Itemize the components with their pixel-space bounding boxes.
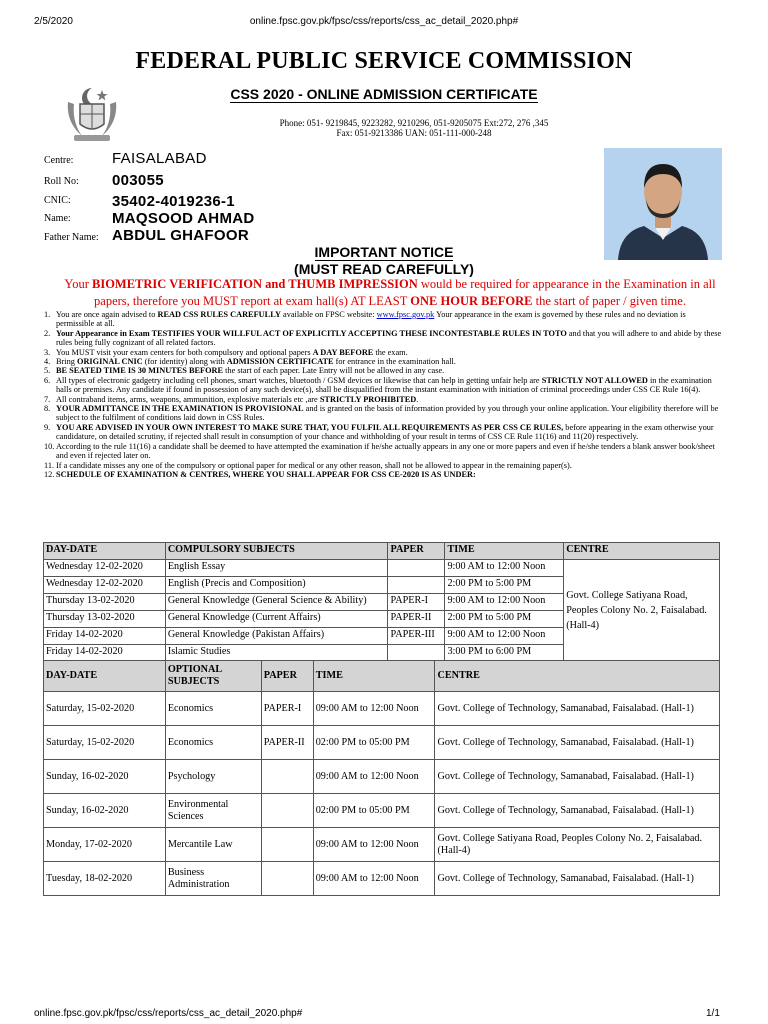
cell-paper bbox=[388, 560, 445, 577]
biometric-text-d: ONE HOUR BEFORE bbox=[410, 294, 533, 308]
cell-subject: Economics bbox=[165, 692, 261, 726]
rule-number: 12. bbox=[44, 469, 55, 479]
cell-centre: Govt. College of Technology, Samanabad, Faisalabad. (Hall-1) bbox=[435, 726, 720, 760]
roll-label: Roll No: bbox=[44, 176, 79, 187]
cell-date: Wednesday 12-02-2020 bbox=[44, 560, 166, 577]
notice-subheading: (MUST READ CAREFULLY) bbox=[294, 261, 474, 277]
cell-time: 02:00 PM to 05:00 PM bbox=[313, 794, 435, 828]
rule-text: You are once again advised to bbox=[56, 310, 158, 319]
header-subjects: COMPULSORY SUBJECTS bbox=[165, 543, 388, 560]
name-value: MAQSOOD AHMAD bbox=[112, 210, 255, 227]
rule-number: 9. bbox=[44, 422, 51, 432]
phone-numbers: Phone: 051- 9219845, 9223282, 9210296, 051-9205075 Ext:272, 276 ,345 bbox=[279, 118, 549, 128]
cell-date: Thursday 13-02-2020 bbox=[44, 594, 166, 611]
cell-centre: Govt. College of Technology, Samanabad, Faisalabad. (Hall-1) bbox=[435, 760, 720, 794]
cell-paper: PAPER-I bbox=[388, 594, 445, 611]
rule-bold: SCHEDULE OF EXAMINATION & CENTRES, WHERE YOU SHALL APPEAR FOR CSS CE-2020 IS AS UNDER: bbox=[56, 469, 476, 479]
cell-subject: General Knowledge (General Science & Ability) bbox=[165, 594, 388, 611]
rule-text: (for identity) along with bbox=[142, 357, 227, 367]
table-row bbox=[44, 760, 720, 794]
rule-text: Your appearance in the exam is governed by these rules and no deviation is permissible at all. bbox=[56, 310, 686, 329]
centre-label: Centre: bbox=[44, 155, 74, 166]
rule-number: 5. bbox=[44, 366, 51, 376]
cell-paper: PAPER-III bbox=[388, 628, 445, 645]
rule-text: According to the rule 11(16) a candidate shall be deemed to have attempted the examination if he/she actually appears in any one or more papers and even if he/she tenders a blank answer book/sheet and even if rejected later on. bbox=[56, 441, 715, 461]
rule-text: . bbox=[416, 394, 419, 404]
cell-date: Sunday, 16-02-2020 bbox=[44, 760, 166, 794]
cell-paper: PAPER-II bbox=[388, 611, 445, 628]
cell-date: Sunday, 16-02-2020 bbox=[44, 794, 166, 828]
rule-number: 4. bbox=[44, 357, 51, 367]
fax-uan: Fax: 051-9213386 UAN: 051-111-000-248 bbox=[336, 128, 492, 138]
cell-subject: Psychology bbox=[165, 760, 261, 794]
cell-date: Saturday, 15-02-2020 bbox=[44, 726, 166, 760]
rule-bold: ADMISSION CERTIFICATE bbox=[226, 357, 334, 367]
cell-date: Friday 14-02-2020 bbox=[44, 628, 166, 645]
header-subjects: OPTIONAL SUBJECTS bbox=[165, 661, 261, 692]
rule-item bbox=[44, 442, 724, 461]
cell-centre: Govt. College Satiyana Road, Peoples Colony No. 2, Faisalabad. (Hall-4) bbox=[435, 828, 720, 862]
rule-item bbox=[44, 376, 724, 395]
rules-list bbox=[44, 310, 724, 479]
cell-time: 9:00 AM to 12:00 Noon bbox=[445, 628, 564, 645]
rule-text: You MUST visit your exam centers for both compulsory and optional papers bbox=[56, 347, 313, 357]
cell-subject: Islamic Studies bbox=[165, 645, 388, 662]
rule-item bbox=[44, 423, 724, 442]
roll-value: 003055 bbox=[112, 172, 164, 189]
cell-paper bbox=[261, 828, 313, 862]
cell-date: Thursday 13-02-2020 bbox=[44, 611, 166, 628]
cell-subject: Environmental Sciences bbox=[165, 794, 261, 828]
table-row bbox=[44, 560, 720, 577]
rule-number: 8. bbox=[44, 404, 51, 414]
header-centre: CENTRE bbox=[435, 661, 720, 692]
rule-text: Bring bbox=[56, 357, 77, 367]
rule-bold: STRICTLY PROHIBITED bbox=[319, 394, 417, 404]
rule-item bbox=[44, 395, 724, 404]
cell-time: 2:00 PM to 5:00 PM bbox=[445, 611, 564, 628]
certificate-subtitle-text: CSS 2020 - ONLINE ADMISSION CERTIFICATE bbox=[230, 86, 538, 102]
notice-heading-text: IMPORTANT NOTICE bbox=[314, 244, 454, 260]
contact-info bbox=[230, 118, 598, 138]
rule-number: 10. bbox=[44, 441, 55, 451]
rule-item bbox=[44, 310, 724, 329]
cell-centre: Govt. College of Technology, Samanabad, Faisalabad. (Hall-1) bbox=[435, 794, 720, 828]
optional-schedule-table bbox=[43, 660, 720, 896]
page-title: FEDERAL PUBLIC SERVICE COMMISSION bbox=[135, 48, 633, 74]
notice-heading bbox=[0, 244, 768, 260]
print-date: 2/5/2020 bbox=[34, 16, 73, 27]
cell-paper bbox=[261, 862, 313, 896]
name-label: Name: bbox=[44, 213, 71, 224]
table-row bbox=[44, 692, 720, 726]
biometric-text-c: would be required for appearance in the Examination in all papers, therefore you MUST report at exam hall(s) AT LEAST bbox=[94, 277, 716, 308]
table-row bbox=[44, 862, 720, 896]
cnic-value: 35402-4019236-1 bbox=[112, 193, 235, 210]
rule-text: If a candidate misses any one of the compulsory or optional paper for medical or any other reason, shall not be allowed to appear in the remaining paper(s). bbox=[56, 460, 572, 470]
rule-bold: READ CSS RULES CAREFULLY bbox=[157, 310, 281, 319]
rule-item bbox=[44, 470, 724, 479]
cell-subject: Business Administration bbox=[165, 862, 261, 896]
cell-paper: PAPER-I bbox=[261, 692, 313, 726]
rule-text: All types of electronic gadgetry including cell phones, smart watches, bluetooth / GSM devices or likewise that can help in getting unfair help are bbox=[56, 375, 542, 385]
header-time: TIME bbox=[313, 661, 435, 692]
rule-number: 1. bbox=[44, 310, 51, 319]
header-centre: CENTRE bbox=[564, 543, 720, 560]
rule-bold: Your Appearance in Exam TESTIFIES YOUR WILLFUL ACT OF EXPLICITLY ACCEPTING THESE INCONTESTABLE RULES IN TOTO bbox=[56, 328, 567, 338]
cell-date: Wednesday 12-02-2020 bbox=[44, 577, 166, 594]
rule-text: before appearing in the exam otherwise your candidature, on detailed scrutiny, if rejected shall result in consumption of your chance and withholding of your result in terms of CSS CE Rule 11(16) and 11(20) respectively. bbox=[56, 422, 714, 442]
rule-item bbox=[44, 348, 724, 357]
cell-subject: General Knowledge (Pakistan Affairs) bbox=[165, 628, 388, 645]
biometric-text-a: Your bbox=[64, 277, 92, 291]
cell-paper bbox=[261, 760, 313, 794]
table-header-row bbox=[44, 543, 720, 560]
cell-date: Monday, 17-02-2020 bbox=[44, 828, 166, 862]
rule-number: 6. bbox=[44, 375, 51, 385]
rule-bold: ORIGINAL CNIC bbox=[76, 357, 143, 367]
rule-item bbox=[44, 404, 724, 423]
father-label: Father Name: bbox=[44, 232, 99, 243]
cell-paper bbox=[388, 645, 445, 662]
government-emblem-icon bbox=[60, 82, 124, 146]
table-row bbox=[44, 726, 720, 760]
print-url-bottom: online.fpsc.gov.pk/fpsc/css/reports/css_ac_detail_2020.php# bbox=[34, 1008, 303, 1019]
biometric-text-e: the start of paper / given time. bbox=[532, 294, 686, 308]
rule-text: the exam. bbox=[373, 347, 408, 357]
cell-time: 02:00 PM to 05:00 PM bbox=[313, 726, 435, 760]
print-page-number: 1/1 bbox=[706, 1008, 720, 1019]
rule-text: and is granted on the basis of information provided by you through your online application. Your eligibility therefore will be subject to the fulfilment of conditions laid down in CSS Rules. bbox=[56, 404, 719, 423]
rule-text: and that you will adhere to and abide by these rules being fully cognizant of all related factors. bbox=[56, 328, 722, 348]
header-time: TIME bbox=[445, 543, 564, 560]
cell-time: 9:00 AM to 12:00 Noon bbox=[445, 560, 564, 577]
cell-date: Saturday, 15-02-2020 bbox=[44, 692, 166, 726]
fpsc-website-link[interactable]: www.fpsc.gov.pk bbox=[376, 310, 435, 319]
rule-item bbox=[44, 329, 724, 348]
rule-text: All contraband items, arms, weapons, ammunition, explosive materials etc ,are bbox=[56, 394, 320, 404]
rule-bold: BE SEATED TIME IS 30 MINUTES BEFORE bbox=[56, 366, 224, 376]
cell-time: 9:00 AM to 12:00 Noon bbox=[445, 594, 564, 611]
cell-subject: General Knowledge (Current Affairs) bbox=[165, 611, 388, 628]
cell-centre: Govt. College Satiyana Road, Peoples Colony No. 2, Faisalabad. (Hall-4) bbox=[564, 560, 720, 662]
header-paper: PAPER bbox=[388, 543, 445, 560]
table-header-row bbox=[44, 661, 720, 692]
header-day-date: DAY-DATE bbox=[44, 661, 166, 692]
rule-number: 11. bbox=[44, 460, 55, 470]
rule-text: in the examination halls or premises. Any candidate if found in possession of any such device(s), shall be disqualified from the instant examination with initiation of criminal proceedings under CSS CE Rule 16(4). bbox=[56, 375, 712, 395]
cell-subject: Mercantile Law bbox=[165, 828, 261, 862]
rule-number: 3. bbox=[44, 347, 51, 357]
header-day-date: DAY-DATE bbox=[44, 543, 166, 560]
rule-item bbox=[44, 461, 724, 470]
rule-text: the start of each paper. Late Entry will not be allowed in any case. bbox=[223, 366, 445, 376]
compulsory-schedule-table bbox=[43, 542, 720, 662]
rule-item bbox=[44, 357, 724, 366]
rule-number: 2. bbox=[44, 328, 51, 338]
cell-time: 09:00 AM to 12:00 Noon bbox=[313, 760, 435, 794]
header-paper: PAPER bbox=[261, 661, 313, 692]
cell-paper bbox=[388, 577, 445, 594]
rule-bold: YOU ARE ADVISED IN YOUR OWN INTEREST TO MAKE SURE THAT, YOU FULFIL ALL REQUIREMENTS AS PER CSS CE RULES, bbox=[56, 422, 564, 432]
rule-text: for entrance in the examination hall. bbox=[333, 357, 456, 367]
biometric-text-b: BIOMETRIC VERIFICATION and THUMB IMPRESSION bbox=[92, 277, 418, 291]
father-value: ABDUL GHAFOOR bbox=[112, 227, 249, 244]
rule-text: available on FPSC website: bbox=[280, 310, 377, 319]
cell-subject: Economics bbox=[165, 726, 261, 760]
cell-paper bbox=[261, 794, 313, 828]
print-url-top: online.fpsc.gov.pk/fpsc/css/reports/css_ac_detail_2020.php# bbox=[249, 16, 519, 27]
rule-number: 7. bbox=[44, 394, 51, 404]
centre-value: FAISALABAD bbox=[112, 150, 207, 167]
table-row bbox=[44, 794, 720, 828]
biometric-notice bbox=[60, 276, 720, 310]
rule-bold: STRICTLY NOT ALLOWED bbox=[541, 375, 648, 385]
rule-item bbox=[44, 366, 724, 375]
table-row bbox=[44, 828, 720, 862]
cell-time: 2:00 PM to 5:00 PM bbox=[445, 577, 564, 594]
cell-time: 09:00 AM to 12:00 Noon bbox=[313, 828, 435, 862]
cell-date: Friday 14-02-2020 bbox=[44, 645, 166, 662]
cell-time: 09:00 AM to 12:00 Noon bbox=[313, 862, 435, 896]
cell-time: 09:00 AM to 12:00 Noon bbox=[313, 692, 435, 726]
cell-time: 3:00 PM to 6:00 PM bbox=[445, 645, 564, 662]
rule-bold: YOUR ADMITTANCE IN THE EXAMINATION IS PROVISIONAL bbox=[56, 404, 304, 414]
cell-paper: PAPER-II bbox=[261, 726, 313, 760]
cell-date: Tuesday, 18-02-2020 bbox=[44, 862, 166, 896]
cell-subject: English (Precis and Composition) bbox=[165, 577, 388, 594]
cell-centre: Govt. College of Technology, Samanabad, Faisalabad. (Hall-1) bbox=[435, 862, 720, 896]
cell-subject: English Essay bbox=[165, 560, 388, 577]
cell-centre: Govt. College of Technology, Samanabad, Faisalabad. (Hall-1) bbox=[435, 692, 720, 726]
cnic-label: CNIC: bbox=[44, 195, 71, 206]
rule-bold: A DAY BEFORE bbox=[312, 347, 374, 357]
